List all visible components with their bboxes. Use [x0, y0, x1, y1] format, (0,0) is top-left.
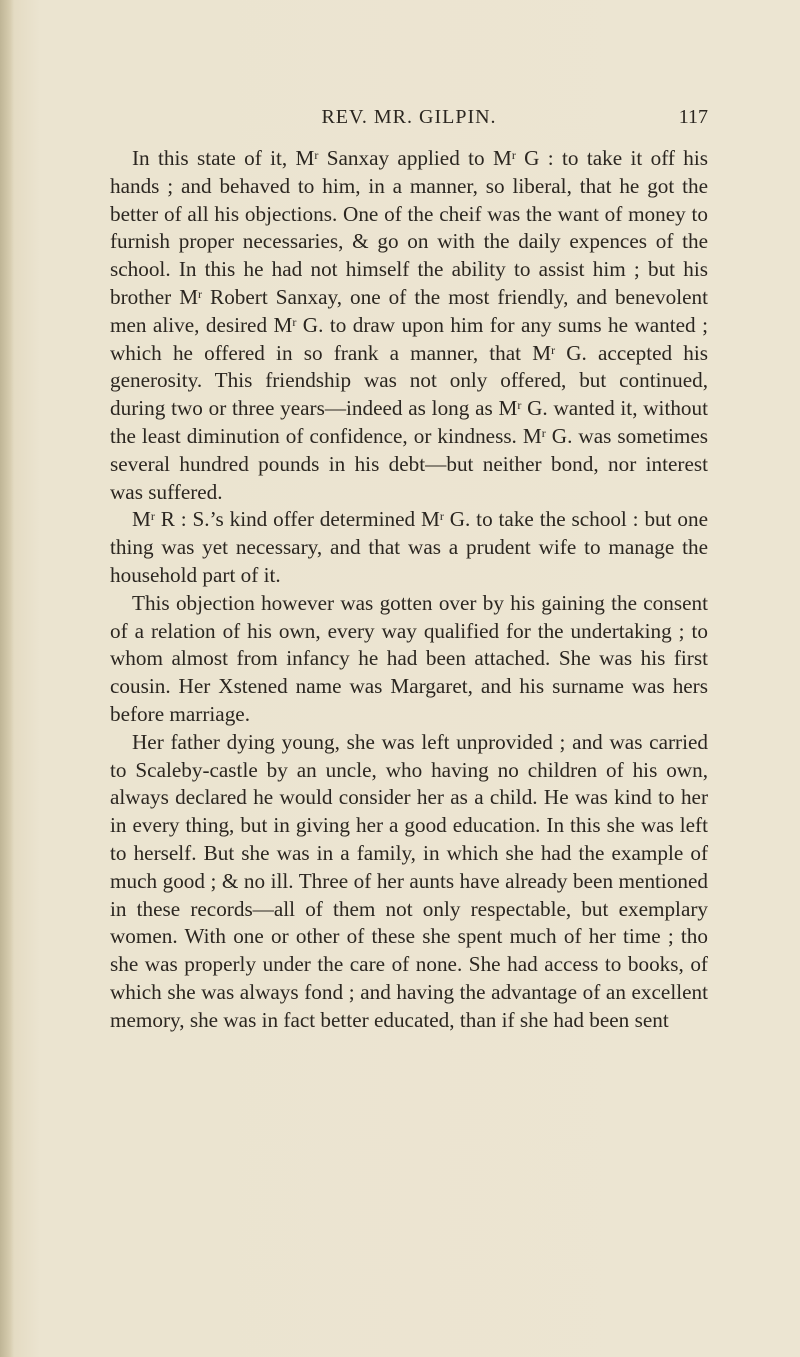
- text-run: In this state of it, M: [132, 146, 315, 170]
- superscript: r: [292, 314, 297, 329]
- superscript: r: [541, 425, 546, 440]
- superscript: r: [198, 286, 203, 301]
- text-run: G. to draw upon him for any sums he wanted ; which he offered in so frank a manner, that M: [110, 312, 708, 365]
- superscript: r: [551, 342, 556, 357]
- text-run: R : S.’s kind offer determined M: [154, 507, 440, 532]
- paragraph: [110, 506, 708, 589]
- text-run: G. was sometimes several hundred pounds in his debt—but neither bond, nor interest was suffered.: [110, 423, 708, 504]
- text-run: Her father dying young, she was left unprovided ; and was carried to Scaleby-castle by an uncle, who having no children of his own, always declared he would consider her as a child. He was kind to her in every thing, but in giving her a good education. In this she was left to herself. But she was in a family, in which she had the example of much good ; & no ill. Three of her aunts have already been mentioned in these records—all of them not only respectable, but exemplary women. With one or other of these she spent much of her time ; tho she was properly under the care of none. She had access to books, of which she was always fond ; and having the advantage of an excellent memory, she was in fact better educated, than if she had been sent: [110, 729, 708, 1032]
- superscript: r: [314, 148, 319, 162]
- body-text: [110, 145, 708, 1035]
- spine-shadow: [0, 0, 14, 1357]
- superscript: r: [511, 148, 516, 162]
- page-number: 117: [678, 106, 708, 128]
- paragraph: [110, 145, 708, 506]
- superscript: r: [517, 398, 522, 413]
- page-header: [110, 106, 708, 136]
- text-run: M: [132, 507, 151, 532]
- text-run: G : to take it off his hands ; and behaved to him, in a manner, so liberal, that he got the better of all his objections. One of the cheif was the want of money to furnish proper necessaries, & go on with the daily expences of the school. In this he had not himself the ability to assist him ; but his brother M: [110, 146, 708, 309]
- text-run: This objection however was gotten over by his gaining the consent of a relation of his own, every way qualified for the undertaking ; to whom almost from infancy he had been attached. She was his first cousin. Her Xstened name was Margaret, and his surname was hers before marriage.: [110, 590, 708, 726]
- text-run: G. to take the school : but one thing was yet necessary, and that was a prudent wife to manage the household part of it.: [110, 507, 708, 587]
- paragraph: [110, 590, 708, 729]
- paragraph: [110, 729, 708, 1035]
- text-run: G. wanted it, without the least diminution of confidence, or kindness. M: [110, 396, 708, 448]
- text-run: Robert Sanxay, one of the most friendly, and benevolent men alive, desired M: [110, 284, 708, 337]
- text-run: G. accepted his generosity. This friendship was not only offered, but continued, during two or three years—indeed as long as M: [110, 340, 708, 421]
- superscript: r: [150, 509, 155, 524]
- text-run: Sanxay applied to M: [318, 146, 512, 170]
- superscript: r: [439, 509, 444, 524]
- running-head: REV. MR. GILPIN.: [321, 106, 497, 128]
